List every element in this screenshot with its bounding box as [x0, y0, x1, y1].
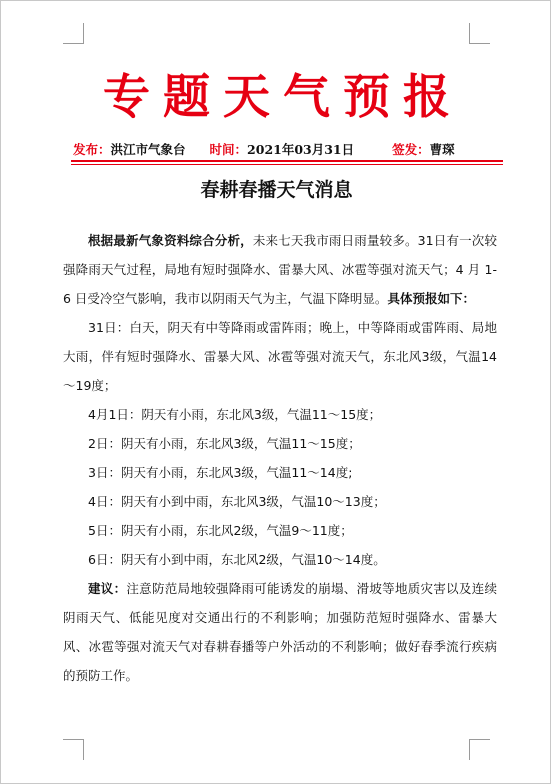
document-title: 春耕春播天气消息 — [200, 179, 353, 201]
forecast-item: 3日：阴天有小雨，东北风3级，气温11～14度; — [88, 465, 353, 480]
time-label: 时间： — [209, 142, 248, 157]
forecast-item: 4日：阴天有小到中雨，东北风3级，气温10～13度； — [88, 494, 386, 509]
advice-paragraph — [63, 574, 497, 690]
signer-value: 曹琛 — [429, 142, 455, 157]
publication-line — [73, 142, 503, 158]
masthead-title: 专题天气预报 — [103, 70, 463, 125]
time-value: 2021年03月31日 — [247, 142, 355, 157]
crop-mark-bottom-left — [63, 739, 84, 760]
publisher-label: 发布： — [73, 142, 111, 157]
intro-lead: 根据最新气象资料综合分析， — [88, 233, 253, 248]
intro-paragraph — [63, 226, 497, 313]
header-rule-thick — [71, 160, 503, 162]
forecast-item: 2日：阴天有小雨，东北风3级，气温11～15度； — [88, 436, 361, 451]
forecast-item: 31日：白天，阴天有中等降雨或雷阵雨；晚上，中等降雨或雷阵雨、局地大雨，伴有短时强降水、雷暴大风、冰雹等强对流天气，东北风3级，气温14～19度； — [63, 320, 497, 393]
crop-mark-top-left — [63, 23, 84, 44]
advice-label: 建议： — [88, 581, 127, 596]
crop-mark-bottom-right — [469, 739, 490, 760]
intro-text: 未来七天我市雨日雨量较多。31日有一次较强降雨天气过程，局地有短时强降水、雷暴大风、冰雹等强对流天气；4 月 1-6 日受冷空气影响，我市以阴雨天气为主，气温下降明显。 — [63, 233, 497, 306]
header-rule-thin — [71, 164, 503, 165]
advice-text: 注意防范局地较强降雨可能诱发的崩塌、滑坡等地质灾害以及连续阴雨天气、低能见度对交通出行的不利影响；加强防范短时强降水、雷暴大风、冰雹等强对流天气对春耕春播等户外活动的不利影响；做好春季流行疾病的预防工作。 — [63, 581, 497, 683]
signer-label: 签发： — [392, 142, 430, 157]
document-body — [63, 226, 497, 690]
crop-mark-top-right — [469, 23, 490, 44]
publisher-value: 洪江市气象台 — [110, 142, 186, 157]
forecast-item: 6日：阴天有小到中雨，东北风2级，气温10～14度。 — [88, 552, 386, 567]
forecast-item: 4月1日：阴天有小雨，东北风3级，气温11～15度； — [88, 407, 382, 422]
intro-tail: 具体预报如下： — [387, 291, 475, 306]
forecast-item: 5日：阴天有小雨，东北风2级，气温9～11度； — [88, 523, 353, 538]
